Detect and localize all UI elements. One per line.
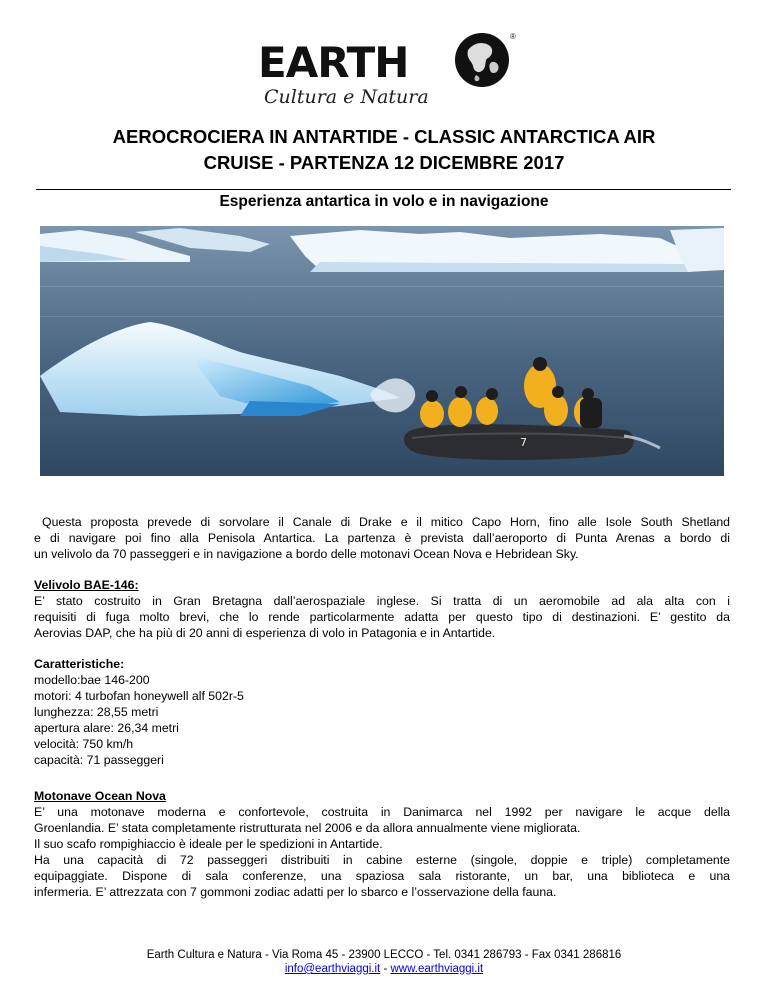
antarctica-zodiac-photo: [40, 226, 724, 476]
ship-heading: Motonave Ocean Nova: [34, 789, 166, 803]
intro-line-3: un velivolo da 70 passeggeri e in navigazione a bordo delle motonavi Ocean Nova e Hebridean Sky.: [34, 547, 579, 561]
spec-speed: velocità: 750 km/h: [34, 737, 134, 751]
intro-paragraph: [34, 514, 730, 562]
email-link[interactable]: info@earthviaggi.it: [284, 963, 381, 975]
logo-tagline: Cultura e Natura: [264, 86, 429, 108]
website-link[interactable]: www.earthviaggi.it: [390, 963, 484, 975]
ship-line-2: Groenlandia. E’ stata completamente ristrutturata nel 2006 e da allora annualmente viene migliorata.: [34, 821, 581, 835]
document-subtitle: Esperienza antartica in volo e in navigazione: [219, 193, 549, 210]
aircraft-line-2: requisiti di fuga molto brevi, che lo rende particolarmente adatta per questo tipo di destinazioni. E’ gestito da: [34, 610, 730, 624]
ship-line-1: E’ una motonave moderna e confortevole, costruita in Danimarca nel 1992 per navigare le acque della: [34, 805, 730, 819]
aircraft-line-3: Aerovias DAP, che ha più di 20 anni di esperienza di volo in Patagonia e in Antartide.: [34, 626, 496, 640]
registered-mark: ®: [510, 32, 516, 41]
spec-wingspan: apertura alare: 26,34 metri: [34, 721, 179, 735]
title-divider: [36, 189, 731, 190]
aircraft-heading: Velivolo BAE-146:: [34, 578, 139, 592]
aircraft-paragraph: [34, 593, 730, 641]
specs-heading: Caratteristiche:: [34, 657, 125, 671]
spec-model: modello:bae 146-200: [34, 673, 150, 687]
footer-separator: -: [380, 963, 391, 975]
globe-icon: [454, 32, 510, 88]
ship-paragraph: [34, 804, 730, 900]
aircraft-line-1: E’ stato costruito in Gran Bretagna dall’aerospaziale inglese. Si tratta di un aeromobile ad ala alta con i: [34, 594, 730, 608]
intro-line-1: Questa proposta prevede di sorvolare il Canale di Drake e il mitico Capo Horn, fino alle Isole South Shetland: [42, 515, 730, 529]
earth-logo: [258, 28, 528, 112]
ship-line-6: infermeria. E’ attrezzata con 7 gommoni zodiac adatti per lo sbarco e l’osservazione della fauna.: [34, 885, 557, 899]
specs-list: [34, 672, 730, 768]
page-footer: [34, 948, 734, 976]
spec-capacity: capacità: 71 passeggeri: [34, 753, 164, 767]
footer-links: [34, 962, 734, 976]
logo-brand: EARTH: [258, 38, 409, 87]
ship-line-5: equipaggiate. Dispone di sala conferenze, una spaziosa sala ristorante, un bar, una biblioteca e una: [34, 869, 730, 883]
ship-line-3: Il suo scafo rompighiaccio è ideale per le spedizioni in Antartide.: [34, 837, 383, 851]
document-title: [40, 124, 728, 176]
title-line-2: CRUISE - PARTENZA 12 DICEMBRE 2017: [203, 152, 565, 173]
spec-length: lunghezza: 28,55 metri: [34, 705, 159, 719]
footer-address: Earth Cultura e Natura - Via Roma 45 - 23900 LECCO - Tel. 0341 286793 - Fax 0341 286816: [146, 949, 622, 961]
ship-line-4: Ha una capacità di 72 passeggeri distribuiti in cabine esterne (singole, doppie e triple) completamente: [34, 853, 730, 867]
zodiac-number: 7: [520, 436, 527, 449]
spec-engines: motori: 4 turbofan honeywell alf 502r-5: [34, 689, 244, 703]
title-line-1: AEROCROCIERA IN ANTARTIDE - CLASSIC ANTARCTICA AIR: [112, 126, 656, 147]
intro-line-2: e di navigare poi fino alla Penisola Antartica. La partenza è prevista dall’aeroporto di Punta Arenas a bordo di: [34, 531, 730, 545]
